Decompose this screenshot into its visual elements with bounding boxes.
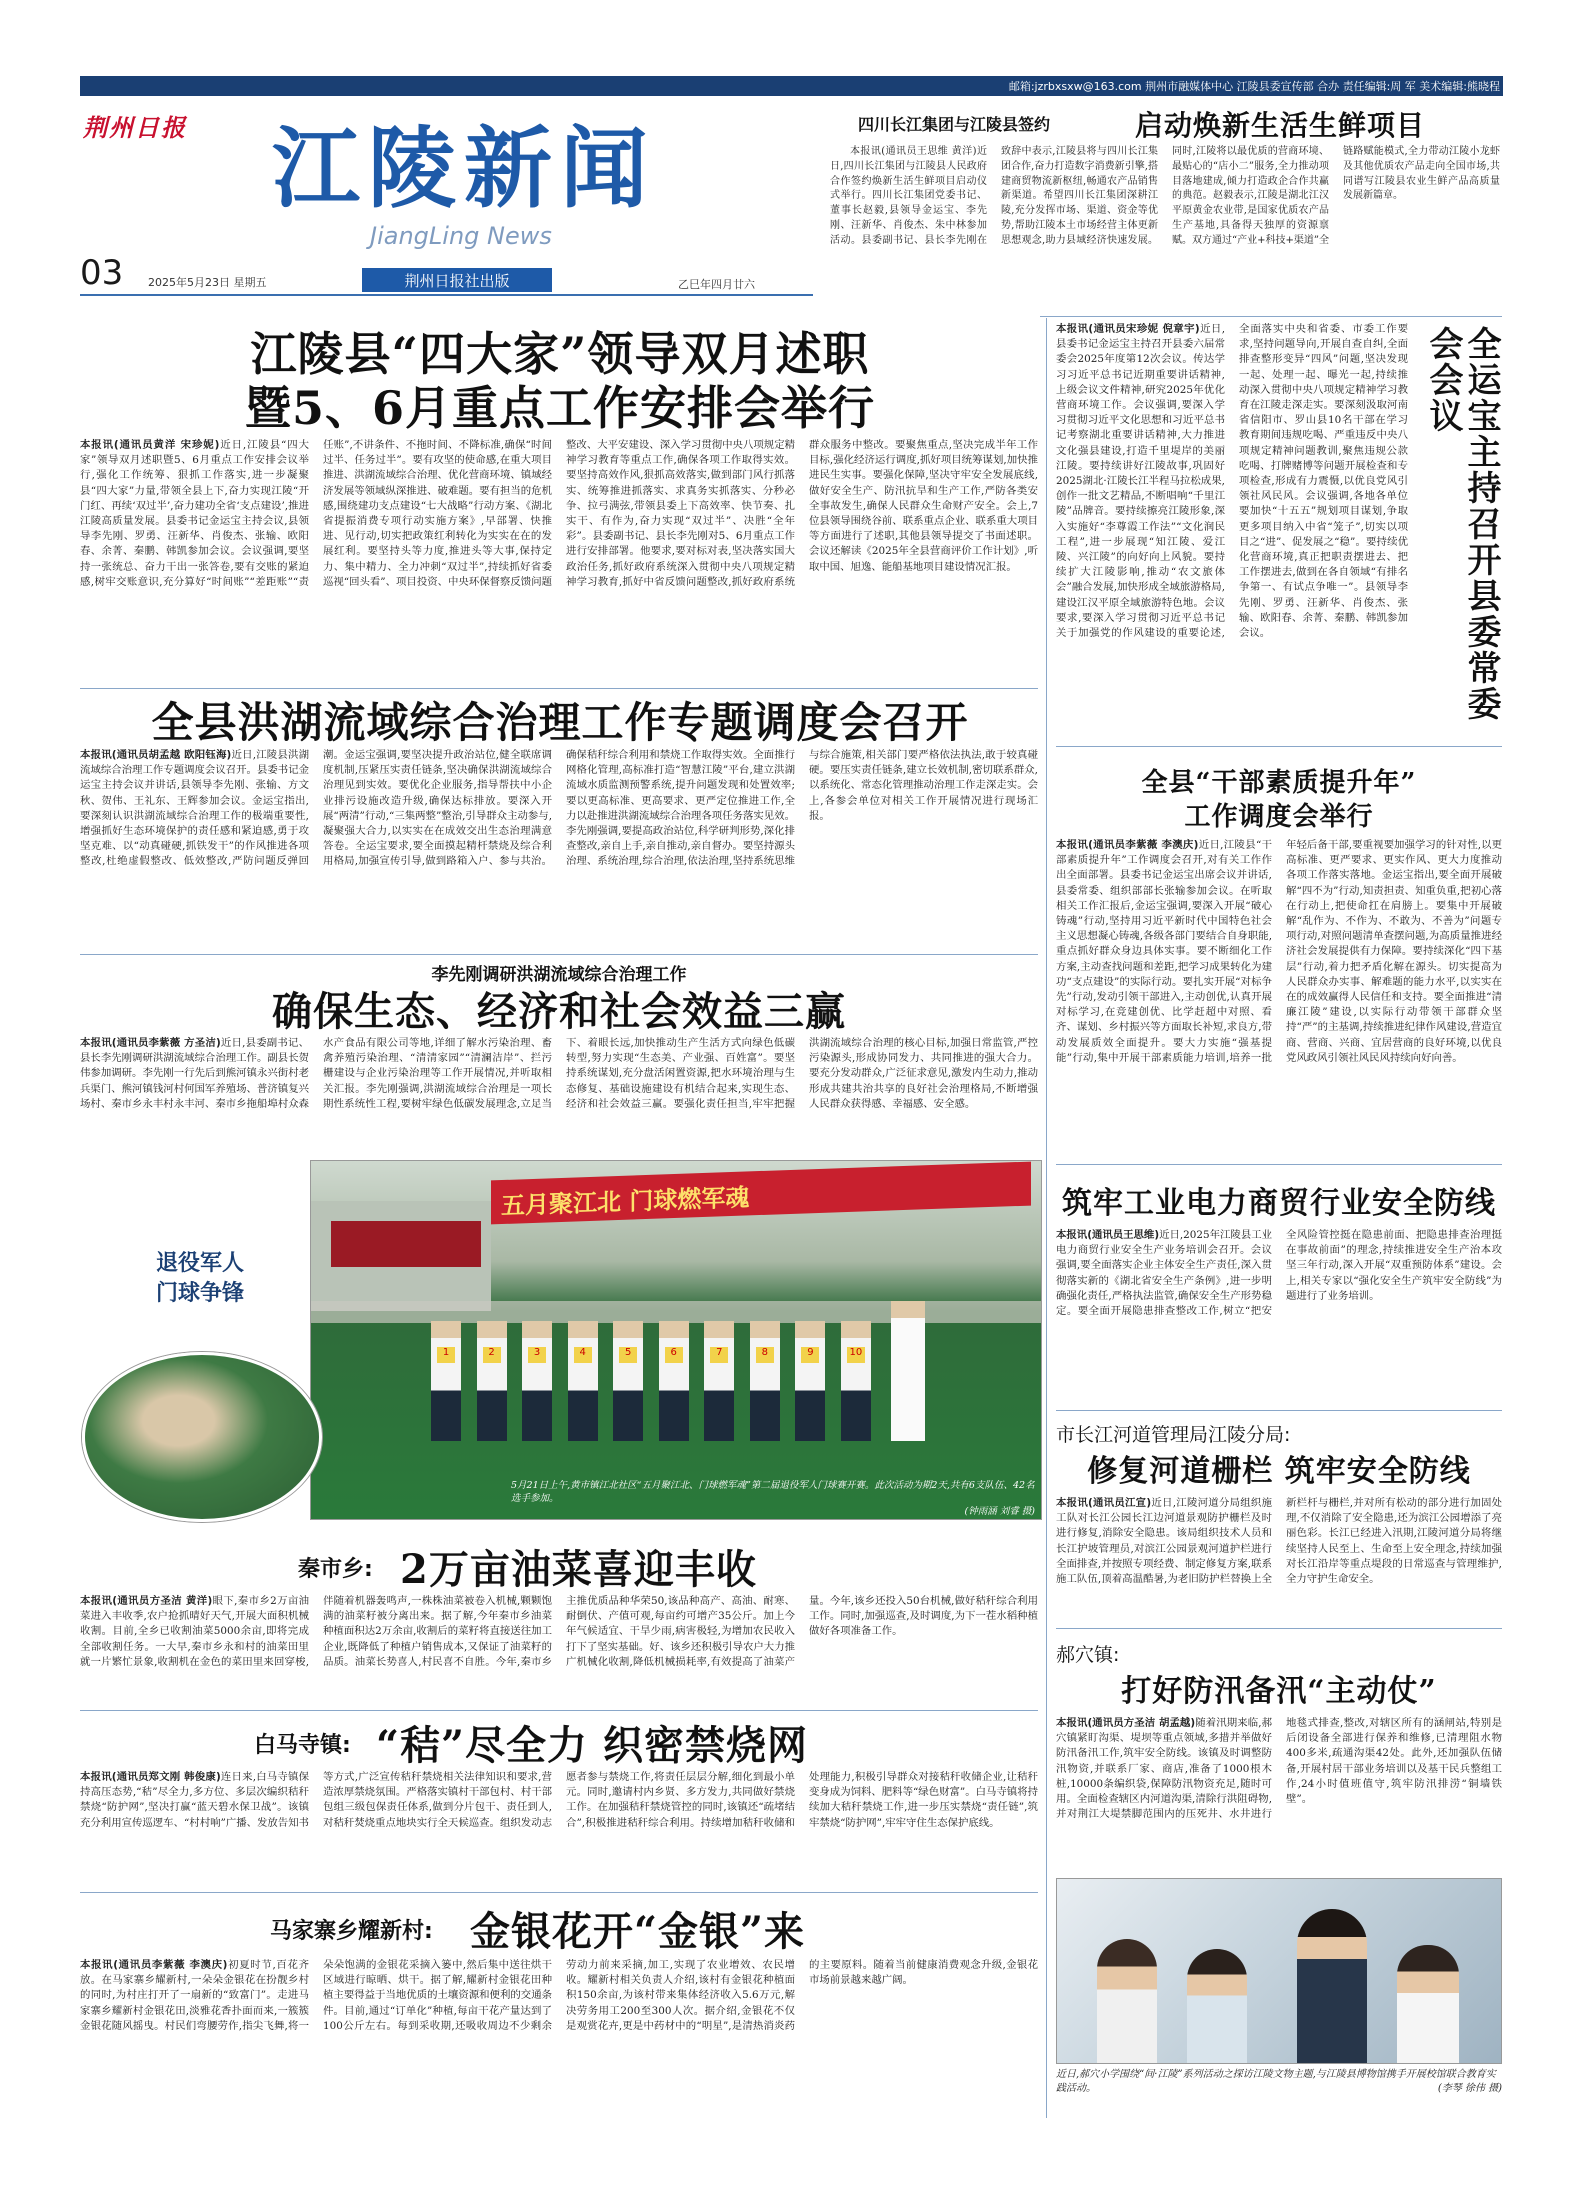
s12-text: 随着汛期来临,郝穴镇紧盯沟渠、堤坝等重点领域,多措并举做好防汛备汛工作,筑牢安全防线。该镇及时调整防汛物资,并联系厂家、商店,准备了1000根木桩,10000条编织袋,保障防汛物资充足,随时可用。全面检查辖区内河道沟渠,清除行洪阻碍物,并对荆江大堤禁脚范围内的压死井、水井进行地毯式排查,整改,对辖区所有的涵闸站,特别是后闭设备全部进行保养和维修,已清理阻水物400多米,疏通沟渠42处。此外,还加强队伍储备,开展村居干部业务培训以及基干民兵整组工作,24小时值班值守,筑牢防汛排涝“铜墙铁壁”。 <box>1056 1717 1502 1821</box>
player <box>522 1321 552 1441</box>
s5-body <box>1056 322 1408 740</box>
photo-child <box>1397 1945 1459 2064</box>
s3-text: 近日,江陵县洪湖流域综合治理工作专题调度会议召开。县委书记金运宝主持会议并讲话,县领导李先刚、张输、方文秋、贺伟、王礼东、王辉参加会议。金运宝指出,要深刻认识洪湖流域综合治理工作的极端重要性,增强抓好生态环境保护的责任感和紧迫感,勇于攻坚克难、以“动真碰硬,抓铁发干”的作风推进各项整改,杜绝虚假整改、低效整改,严防问题反弹回潮。金运宝强调,要坚决提升政治站位,健全联席调度机制,压紧压实责任链条,坚决确保洪湖流域综合治理见到实效。要优化企业服务,指导帮扶中小企业排污设施改造升级,确保达标排放。要深入开展“两清”行动,“三集两整”整治,引导群众主动参与,凝聚强大合力,以实实在在成效交出生态治理满意答卷。全运宝要求,要全面摸起精杆禁烧及综合利用格局,加强宣传引导,做到路箱入户、参与共治。确保秸秆综合利用和禁烧工作取得实效。全面推行网格化管理,高标准打造“智慧江陵”平台,建立洪湖流域水质监测预警系统,提升问题发现和处置效率;要以更高标准、更高要求、更严定位推进工作,全力以赴推进洪湖流域综合治理各项任务落实见效。李先刚强调,要提高政治站位,科学研判形势,深化排查整改,亲自上手,亲自推动,亲自督办。要坚持源头治理、系统治理,综合治理,依法治理,坚持系统思维与综合施策,相关部门要严格依法执法,敢于较真碰硬。要压实责任链条,建立长效机制,密切联系群众,以系统化、常态化管理推动治理工作走深走实。会上,各参会单位对相关工作开展情况进行现场汇报。 <box>80 749 1038 868</box>
s10-text: 连日来,白马寺镇保持高压态势,“秸”尽全力,多方位、多层次编织秸秆禁烧“防护网”,坚决打赢“蓝天碧水保卫战”。该镇充分利用宣传巡逻车、“村村响”广播、发放告知书等方式,广泛宣传秸秆禁烧相关法律知识和要求,营造浓厚禁烧氛围。严格落实镇村干部包村、村干部包组三级包保责任体系,做到分片包干、责任到人,对秸秆焚烧重点地块实行全天候巡查。组织发动志愿者参与禁烧工作,将责任层层分解,细化到最小单元。同时,邀请村内乡贤、多方发力,共同做好禁烧工作。在加强秸秆禁烧管控的同时,该镇还“疏堵结合”,积极推进秸秆综合利用。持续增加秸秆收储和处理能力,积极引导群众对接秸秆收储企业,让秸秆变身成为饲料、肥料等“绿色财富”。白马寺镇将持续加大秸秆禁烧工作,进一步压实禁烧“责任链”,筑牢禁烧“防护网”,牢牢守住生态保护底线。 <box>80 1771 1038 1829</box>
s6-byline: 本报讯(通讯员李紫薇 李澳庆) <box>1056 839 1199 851</box>
s7-title: 筑牢工业电力商贸行业安全防线 <box>1062 1186 1496 1221</box>
s10-rule <box>80 1892 1038 1893</box>
s3-rule <box>80 954 1038 955</box>
s6-title-1: 全县“干部素质提升年” <box>1141 768 1417 798</box>
player-number: 9 <box>801 1347 819 1363</box>
player <box>613 1321 643 1441</box>
s10-title: “秸”尽全力 织密禁烧网 <box>376 1722 808 1769</box>
s8-title: 修复河道栅栏 筑牢安全防线 <box>1087 1454 1471 1489</box>
player <box>431 1321 461 1441</box>
photo-credit: (钟雨涵 刘睿 摄) <box>964 1506 1035 1517</box>
section-title: 江陵新闻 <box>272 116 657 220</box>
s2-rule <box>80 688 1038 689</box>
photo-caption-text: 5月21日上午,黄市镇江北社区“五月聚江北、门球燃军魂”第二届退役军人门球赛开赛。此次活动为期2天,共有6支队伍、42名选手参加。 <box>511 1480 1035 1504</box>
s4-text: 近日,县委副书记、县长李先刚调研洪湖流域综合治理工作。副县长贺伟参加调研。李先刚一行先后到熊河镇永兴街村老兵渠门、熊河镇钱河村何国军养殖场、普济镇复兴场村、秦市乡永丰村永丰河、秦市乡拖船埠村众森水产食品有限公司等地,详细了解水污染治理、畜禽养殖污染治理、“清清家园”“清澜洁岸”、拦污栅建设与企业污染治理等工作开展情况,并听取相关汇报。李先刚强调,洪湖流域综合治理是一项长期性系统性工程,要树牢绿色低碳发展理念,立足当下、着眼长远,加快推动生产生活方式向绿色低碳转型,努力实现“生态美、产业强、百姓富”。要坚持系统谋划,充分盘活闲置资源,把水环境治理与生态修复、基础设施建设有机结合起来,实现生态、经济和社会效益三赢。要强化责任担当,牢牢把握洪湖流域综合治理的核心目标,加强日常监管,严控污染源头,形成协同发力、共同推进的强大合力。要充分发动群众,广泛征求意见,激发内生动力,推动形成共建共治共享的良好社会治理格局,不断增强人民群众获得感、幸福感、安全感。 <box>80 1037 1038 1110</box>
photo-caption <box>511 1479 1035 1519</box>
info-bar-text: 邮箱:jzrbxsxw@163.com 荆州市融媒体中心 江陵县委宣传部 合办 责任编辑:周 军 美术编辑:熊晓程 <box>1008 80 1500 93</box>
s6-text: 近日,江陵县“干部素质提升年”工作调度会召开,对有关工作作出全面部署。县委书记金运宝出席会议并讲话,县委常委、组织部部长张输参加会议。在听取相关工作汇报后,金运宝强调,要深入开展“破心铸魂”行动,坚持用习近平新时代中国特色社会主义思想凝心铸魂,各级各部门要结合自身职能,重点抓好群众身边具体实事。要不断细化工作方案,主动查找问题和差距,把学习成果转化为建功“支点建设”的实际行动。要扎实开展“对标争先”行动,发动引领干部进入,主动创优,认真开展对标学习,在竞建创优、比学赶超中对照、看齐、谋划、乡村振兴等方面取长补短,求良方,带动发展质效全面提升。要大力实施“强基提能”行动,集中开展干部素质能力培训,培养一批年轻后备干部,要重视要加强学习的针对性,以更高标准、更严要求、更实作风、更大力度推动各项工作落实落地。金运宝指出,要全面开展破解“四不为”行动,知责担责、知重负重,把初心落在行动上,把使命扛在肩膀上。要集中开展破解“乱作为、不作为、不敢为、不善为”问题专项行动,对照问题清单查摆问题,为高质量推进经济社会发展提供有力保障。要持续深化“四下基层”行动,着力把矛盾化解在源头。切实提高为人民群众办实事、解难题的能力水平,以实实在在的成效赢得人民信任和支持。要全面推进“清廉江陵”建设,以实际行动带领干部群众坚持“严”的主基调,持续推进纪律作风建设,营造宜商、营商、兴商、宜居营商的良好环境,以优良党风政风引领社风民风持续向好向善。 <box>1056 839 1502 1064</box>
s9-kicker: 秦市乡: <box>298 1557 373 1582</box>
s9-text: 眼下,秦市乡2万亩油菜进入丰收季,农户抢抓晴好天气,开展大面积机械收割。目前,全乡已收割油菜5000余亩,即将完成全部收割任务。一大早,秦市乡永和村的油菜田里就一片繁忙景象,收割机在金色的菜田里来回穿梭,伴随着机器轰鸣声,一株株油菜被卷入机械,颗颗饱满的油菜籽被分离出来。据了解,今年秦市乡油菜种植面积达2万余亩,收割后的菜籽将直接送往加工企业,既降低了种植户销售成本,又保证了油菜籽的品质。油菜长势喜人,村民喜不自胜。今年,秦市乡主推优质品种华荣50,该品种高产、高油、耐寒、耐倒伏、产值可观,每亩约可增产35公斤。加上今年气候适宜、干旱少雨,病害极轻,为增加农民收入打下了坚实基础。好、该乡还积极引导农户大力推广机械化收割,降低机械损耗率,有效提高了油菜产量。今年,该乡还投入50台机械,做好秸秆综合利用工作。同时,加强巡查,及时调度,为下一茬水稻种植做好各项准备工作。 <box>80 1595 1038 1668</box>
player <box>750 1321 780 1441</box>
s12-byline: 本报讯(通讯员方圣洁 胡孟越) <box>1056 1717 1196 1729</box>
photo-referee <box>891 1301 925 1441</box>
page-number: 03 <box>80 253 124 293</box>
player <box>659 1321 689 1441</box>
section-pinyin: JiangLing News <box>370 222 552 250</box>
s12-body <box>1056 1716 1502 1870</box>
badge-line-2: 门球争锋 <box>155 1281 244 1306</box>
s3-title: 全县洪湖流域综合治理工作专题调度会召开 <box>151 698 969 747</box>
player-number: 2 <box>483 1347 501 1363</box>
s5-rule <box>1056 746 1502 747</box>
gateball-inset-photo <box>82 1352 322 1522</box>
s7-byline: 本报讯(通讯员王思维) <box>1056 1229 1160 1241</box>
s11-title: 金银花开“金银”来 <box>470 1908 806 1955</box>
s6-title-2: 工作调度会举行 <box>1184 802 1374 832</box>
museum-photo <box>1056 1878 1502 2064</box>
s6-rule <box>1056 1164 1502 1165</box>
s12-kicker: 郝穴镇: <box>1056 1644 1120 1666</box>
s7-body <box>1056 1228 1502 1404</box>
s1-body: 本报讯(通讯员王思维 黄洋)近日,四川长江集团与江陵县人民政府合作签约焕新生活生鲜项目启动仪式举行。四川长江集团党委书记、董事长赵毅,县领导金运宝、李先刚、汪新华、肖俊杰、朱中林参加活动。县委副书记、县长李先刚在致辞中表示,江陵县将与四川长江集团合作,奋力打造数字消费新引擎,搭建商贸物流新枢纽,畅通农产品销售新渠道。希望四川长江集团深耕江陵,充分发挥市场、渠道、资金等优势,帮助江陵本土市场经营主体更新思想观念,助力县域经济快速发展。同时,江陵将以最优质的营商环境、最贴心的“店小二”服务,全力推动项目落地建成,倾力打造政企合作共赢的典范。赵毅表示,江陵是湖北江汉平原黄金农业带,是国家优质农产品生产基地,具备得天独厚的资源禀赋。双方通过“产业+科技+渠道”全链路赋能模式,全力带动江陵小龙虾及其他优质农产品走向全国市场,共同谱写江陵县农业生鲜产品高质量发展新篇章。 <box>830 146 1500 246</box>
s8-rule <box>1056 1628 1502 1629</box>
museum-caption <box>1056 2068 1502 2114</box>
s10-kicker: 白马寺镇: <box>254 1733 351 1758</box>
s11-byline: 本报讯(通讯员李紫薇 李澳庆) <box>80 1959 228 1971</box>
s5-byline: 本报讯(通讯员宋珍妮 倪章宇) <box>1056 323 1200 335</box>
photo-players <box>431 1311 871 1441</box>
masthead-rule <box>80 294 813 296</box>
s11-body <box>80 1958 1038 2110</box>
player-number: 6 <box>665 1347 683 1363</box>
player-number: 10 <box>847 1347 865 1363</box>
s9-title: 2万亩油菜喜迎丰收 <box>400 1546 757 1593</box>
s4-byline: 本报讯(通讯员李紫薇 方圣洁) <box>80 1037 221 1049</box>
player <box>841 1321 871 1441</box>
gateball-photo <box>310 1160 1042 1520</box>
s4-title: 确保生态、经济和社会效益三赢 <box>272 988 846 1035</box>
s3-body <box>80 748 1038 950</box>
s2-title-1: 江陵县“四大家”领导双月述职 <box>250 327 870 381</box>
s11-kicker: 马家寨乡耀新村: <box>270 1919 433 1944</box>
s1-rule <box>1040 316 1502 317</box>
s10-byline: 本报讯(通讯员郑文刚 韩俊康) <box>80 1771 221 1783</box>
s9-body <box>80 1594 1038 1706</box>
s8-byline: 本报讯(通讯员江宣) <box>1056 1497 1152 1509</box>
right-divider <box>1046 318 1047 2118</box>
s8-text: 近日,江陵河道分局组织施工队对长江公园长江边河道景观防护栅栏及时进行修复,消除安全隐患。该局组织技术人员和长江护坡管理员,对滨江公园景观河道护栏进行全面排查,并按照专项经费、制定修复方案,联系施工队伍,顶着高温酷暑,为老旧防护栏替换上全新栏杆与栅栏,并对所有松动的部分进行加固处理,不仅消除了安全隐患,还为滨江公园增添了亮丽色彩。长江已经进入汛期,江陵河道分局将继续坚持人民至上、生命至上安全理念,持续加强对长江沿岸等重点堤段的日常巡查与管理维护,全力守护生命安全。 <box>1056 1497 1502 1586</box>
s11-text: 初夏时节,百花齐放。在马家寨乡耀新村,一朵朵金银花在扮靓乡村的同时,为村庄打开了一扇新的“致富门”。走进马家寨乡耀新村金银花田,淡雅花香扑面而来,一簇簇金银花随风摇曳。村民们弯腰劳作,指尖飞舞,将一朵朵饱满的金银花采摘入篓中,然后集中送往烘干区域进行晾晒、烘干。据了解,耀新村金银花田种植主要得益于当地优质的土壤资源和便利的交通条件。目前,通过“订单化”种植,每亩干花产量达到了100公斤左右。每到采收期,还吸收周边不少剩余劳动力前来采摘,加工,实现了农业增效、农民增收。耀新村相关负责人介绍,该村有金银花种植面积150余亩,为该村带来集体经济收入5.6万元,解决劳务用工200至300人次。据介绍,金银花不仅是观赏花卉,更是中药材中的“明星”,是清热消炎药的主要原料。随着当前健康消费观念升级,金银花市场前景越来越广阔。 <box>80 1959 1038 2032</box>
player <box>477 1321 507 1441</box>
museum-credit: (李琴 徐伟 摄) <box>1437 2083 1502 2094</box>
s12-title: 打好防汛备汛“主动仗” <box>1121 1674 1437 1709</box>
s10-body <box>80 1770 1038 1886</box>
s5-text: 近日,县委书记金运宝主持召开县委六届常委会2025年度第12次会议。传达学习习近平总书记近期重要讲话精神,上级会议文件精神,研究2025年优化营商环境工作。会议强调,要深入学习贯彻习近平文化思想和习近平总书记考察湖北重要讲话精神,大力推进文化强县建设,打造千里堤岸的美丽江陵。要持续讲好江陵故事,巩固好2025湖北·江陵长江半程马拉松成果,创作一批文艺精品,不断唱响“千里江陵”品牌音。要持续擦亮江陵形象,深入实施好“李尊霞工作法”“文化润民工程”,进一步展现“知江陵、爱江陵、兴江陵”的向好向上风貌。要持续扩大江陵影响,推动“农文旅体会”融合发展,加快形成全域旅游格局,建设江汉平原全域旅游特色地。会议要求,要深入学习贯彻习近平总书记关于加强党的作风建设的重要论述,全面落实中央和省委、市委工作要求,坚持问题导向,开展自查自纠,全面排查整形变异“四风”问题,坚决发现一起、处理一起、曝光一起,持续推动深入贯彻中央八项规定精神学习教育在江陵走深走实。要深刻汲取河南省信阳市、罗山县10名干部在学习教育期间违规吃喝、严重违反中央八项规定精神问题教训,聚焦违规公款吃喝、打牌赌博等问题开展检查和专项检查,形成有力震慑,以优良党风引领社风民风。会议强调,各地各单位要加快“十五五”规划项目谋划,争取更多项目纳入中省“笼子”,切实以项目之“进”、促发展之“稳”。要持续优化营商环境,真正把职责摆进去、把工作摆进去,做到在各自领域“有排名争第一、有试点争唯一”。县领导李先刚、罗勇、汪新华、肖俊杰、张输、欧阳春、余菁、秦鹏、韩凯参加会议。 <box>1056 323 1408 640</box>
s2-byline: 本报讯(通讯员黄洋 宋珍妮) <box>80 439 220 451</box>
s3-byline: 本报讯(通讯员胡孟越 欧阳钰海) <box>80 749 232 761</box>
lunar-date: 乙巳年四月廿六 <box>678 278 755 291</box>
player <box>704 1321 734 1441</box>
player-number: 3 <box>528 1347 546 1363</box>
publisher-text: 荆州日报社出版 <box>404 272 510 290</box>
s5-title: 全运宝主持召开县委常委会会议 <box>1423 326 1501 722</box>
s6-body <box>1056 838 1502 1156</box>
photo-child <box>1097 1939 1157 2064</box>
photo-guide <box>1297 1909 1367 2064</box>
s2-text: 近日,江陵县“四大家”领导双月述职暨5、6月重点工作安排会议举行,强化工作统筹、狠抓工作落实,进一步凝聚县“四大家”力量,带领全县上下,奋力实现江陵“开门红、再续‘双过半’,奋力建功全省‘支点建设’,推进江陵高质量发展。县委书记金运宝主持会议,县领导李先刚、罗勇、汪新华、肖俊杰、张输、欧阳春、余菁、秦鹏、韩凯参加会议。会议强调,要坚持一张统总、奋力干出一张答卷,要有交账的紧迫感,树牢交账意识,充分算好“时间账”“差距账”“责任账”,不讲条件、不拖时间、不降标准,确保“时间过半、任务过半”。要有攻坚的使命感,在重大项目推进、洪湖流域综合治理、优化营商环境、镇域经济发展等领域纵深推进、破难题。要有担当的危机感,围绕建功支点建设“七大战略”行动方案、《湖北省提振消费专项行动实施方案》,早部署、快推进、见行动,切实把政策红利转化为实实在在的发展红利。要坚持头等力度,推进头等大事,保持定力、集中精力、全力冲刺“双过半”,持续抓好省委巡视“回头看”、项目投资、中央环保督察反馈问题整改、大平安建设、深入学习贯彻中央八项规定精神学习教育等重点工作,确保各项工作取得实效。要坚持高效作风,狠抓高效落实,做到部门风行抓落实、统筹推进抓落实、求真务实抓落实、分秒必争、拉弓满弦,带领县委上下高效率、快节奏、扎实干、有作为,奋力实现“双过半”、决胜“全年彩”。县委副书记、县长李先刚对5、6月重点工作进行安排部署。他要求,要对标对表,坚决落实国大政治任务,抓好政府系统深入贯彻中央八项规定精神学习教育,抓好中省反馈问题整改,抓好政府系统群众服务中整改。要聚焦重点,坚决完成半年工作目标,强化经济运行调度,抓好项目统筹谋划,加快推进民生实事。要强化保障,坚决守牢安全发展底线,做好安全生产、防汛抗旱和生产工作,严防各类安全事故发生,确保人民群众生命财产安全。会上,7位县领导围绕谷前、联系重点企业、联系重大项目等方面进行了述职,其他县领导提交了书面述职。会议还解读《2025年全县营商评价工作计划》,听取中国、旭逸、能船基地项目建设情况汇报。 <box>80 439 1038 588</box>
player <box>568 1321 598 1441</box>
s9-byline: 本报讯(通讯员方圣洁 黄洋) <box>80 1595 213 1607</box>
photo-sign <box>331 1221 481 1267</box>
issue-date: 2025年5月23日 星期五 <box>148 276 267 289</box>
player-number: 7 <box>710 1347 728 1363</box>
player-number: 4 <box>574 1347 592 1363</box>
s8-body <box>1056 1496 1502 1620</box>
s1-kicker: 四川长江集团与江陵县签约 <box>858 115 1051 134</box>
badge-line-1: 退役军人 <box>155 1251 244 1276</box>
s8-kicker: 市长江河道管理局江陵分局: <box>1056 1424 1291 1446</box>
s4-kicker: 李先刚调研洪湖流域综合治理工作 <box>431 965 687 985</box>
s7-rule <box>1056 1410 1502 1411</box>
player-number: 8 <box>756 1347 774 1363</box>
s2-title-2: 暨5、6月重点工作安排会举行 <box>244 381 875 435</box>
s4-body <box>80 1036 1038 1158</box>
paper-logo: 荆州日报 <box>83 113 187 142</box>
s7-text: 近日,2025年江陵县工业电力商贸行业安全生产业务培训会召开。会议强调,要全面落实企业主体安全生产责任,深入贯彻落实新的《湖北省安全生产条例》,进一步明确强化责任,严格执法监管,确保安全生产形势稳定。要全面开展隐患排查整改工作,树立“把安全风险管控挺在隐患前面、把隐患排查治理挺在事故前面”的理念,持续推进安全生产治本攻坚三年行动,深入开展“双重预防体系”建设。会上,相关专家以“强化安全生产筑牢安全防线”为题进行了业务培训。 <box>1056 1229 1502 1318</box>
player-number: 1 <box>437 1347 455 1363</box>
museum-caption-text: 近日,郝穴小学围绕“间·江陵”系列活动之探访江陵文物主题,与江陵县博物馆携手开展校馆联合教育实践活动。 <box>1056 2069 1496 2094</box>
s9-rule <box>80 1710 1038 1711</box>
photo-child <box>1187 1949 1247 2064</box>
player <box>795 1321 825 1441</box>
player-number: 5 <box>619 1347 637 1363</box>
s1-title: 启动焕新生活生鲜项目 <box>1135 109 1426 142</box>
s2-body <box>80 438 1038 684</box>
photo-banner-text: 五月聚江北 门球燃军魂 <box>501 1183 750 1221</box>
